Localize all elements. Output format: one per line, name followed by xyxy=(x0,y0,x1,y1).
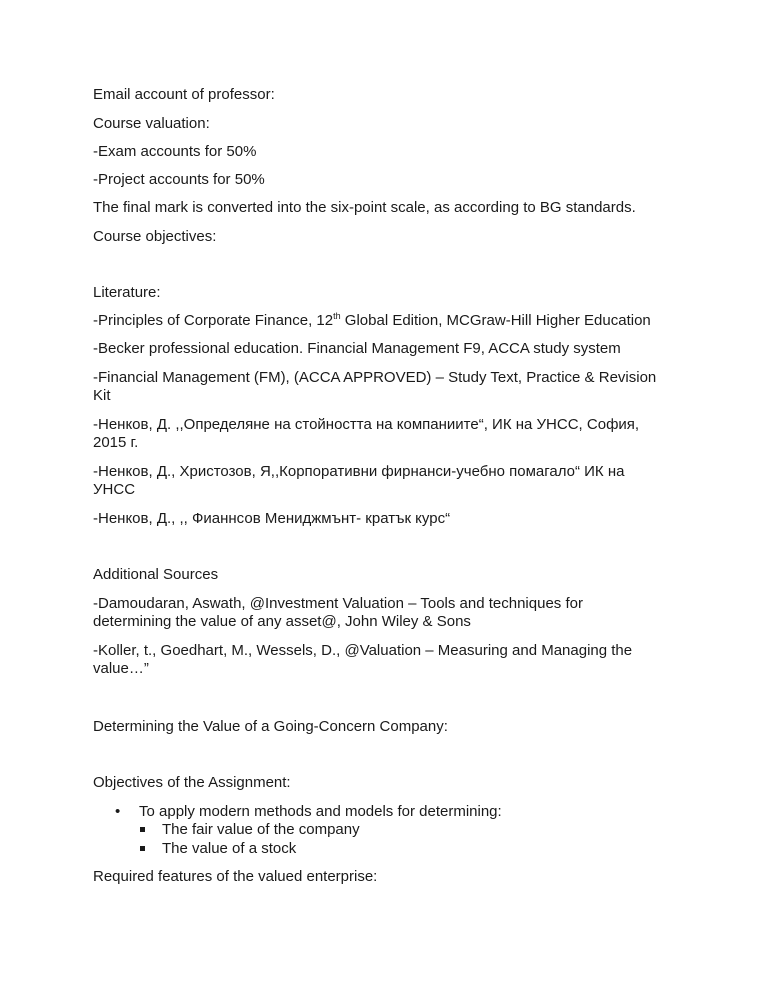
course-valuation-heading: Course valuation: xyxy=(93,115,210,132)
additional-source-item xyxy=(93,595,693,631)
assignment-objective-item: To apply modern methods and models for determining: xyxy=(139,803,502,820)
additional-source-item xyxy=(93,642,693,678)
literature-item-line: -Financial Management (FM), (ACCA APPROVED) – Study Text, Practice & Revision xyxy=(93,369,657,386)
literature-item xyxy=(93,416,693,452)
assignment-objectives-heading: Objectives of the Assignment: xyxy=(93,774,291,791)
literature-heading: Literature: xyxy=(93,284,161,301)
valuation-note: The final mark is converted into the six-point scale, as according to BG standards. xyxy=(93,199,636,216)
valuation-item-project: -Project accounts for 50% xyxy=(93,171,265,188)
literature-item-line: 2015 г. xyxy=(93,434,139,451)
literature-item xyxy=(93,312,651,330)
additional-source-line: -Koller, t., Goedhart, M., Wessels, D., @Valuation – Measuring and Managing the xyxy=(93,642,633,659)
additional-source-line: determining the value of any asset@, John Wiley & Sons xyxy=(93,613,471,630)
literature-item: -Ненков, Д., ,, Фианнсов Мениджмънт- кратък курс“ xyxy=(93,510,451,527)
assignment-subitem: The fair value of the company xyxy=(162,821,360,838)
ordinal-superscript: th xyxy=(333,311,341,321)
literature-item-text: -Principles of Corporate Finance, 12 xyxy=(93,312,334,329)
literature-item-line: -Ненков, Д., Христозов, Я,,Корпоративни фирнанси-учебно помагало“ ИК на xyxy=(93,463,625,480)
assignment-subitem: The value of a stock xyxy=(162,840,297,857)
additional-source-line: value…” xyxy=(93,660,149,677)
email-label: Email account of professor: xyxy=(93,86,275,103)
literature-item-line: УНСС xyxy=(93,481,136,498)
literature-item-line: Kit xyxy=(93,387,111,404)
literature-item xyxy=(93,463,693,499)
literature-item-line: -Ненков, Д. ,,Определяне на стойността на компаниите“, ИК на УНСС, София, xyxy=(93,416,640,433)
literature-item xyxy=(93,369,693,405)
square-bullet-icon xyxy=(140,846,145,851)
bullet-dot-icon: • xyxy=(115,803,121,820)
required-features-heading: Required features of the valued enterprise: xyxy=(93,868,378,885)
course-objectives-heading: Course objectives: xyxy=(93,228,217,245)
literature-item: -Becker professional education. Financial Management F9, ACCA study system xyxy=(93,340,621,357)
square-bullet-icon xyxy=(140,827,145,832)
valuation-item-exam: -Exam accounts for 50% xyxy=(93,143,257,160)
going-concern-heading: Determining the Value of a Going-Concern Company: xyxy=(93,718,448,735)
additional-sources-heading: Additional Sources xyxy=(93,566,219,583)
literature-item-text: Global Edition, MCGraw-Hill Higher Education xyxy=(340,312,651,329)
additional-source-line: -Damoudaran, Aswath, @Investment Valuation – Tools and techniques for xyxy=(93,595,583,612)
